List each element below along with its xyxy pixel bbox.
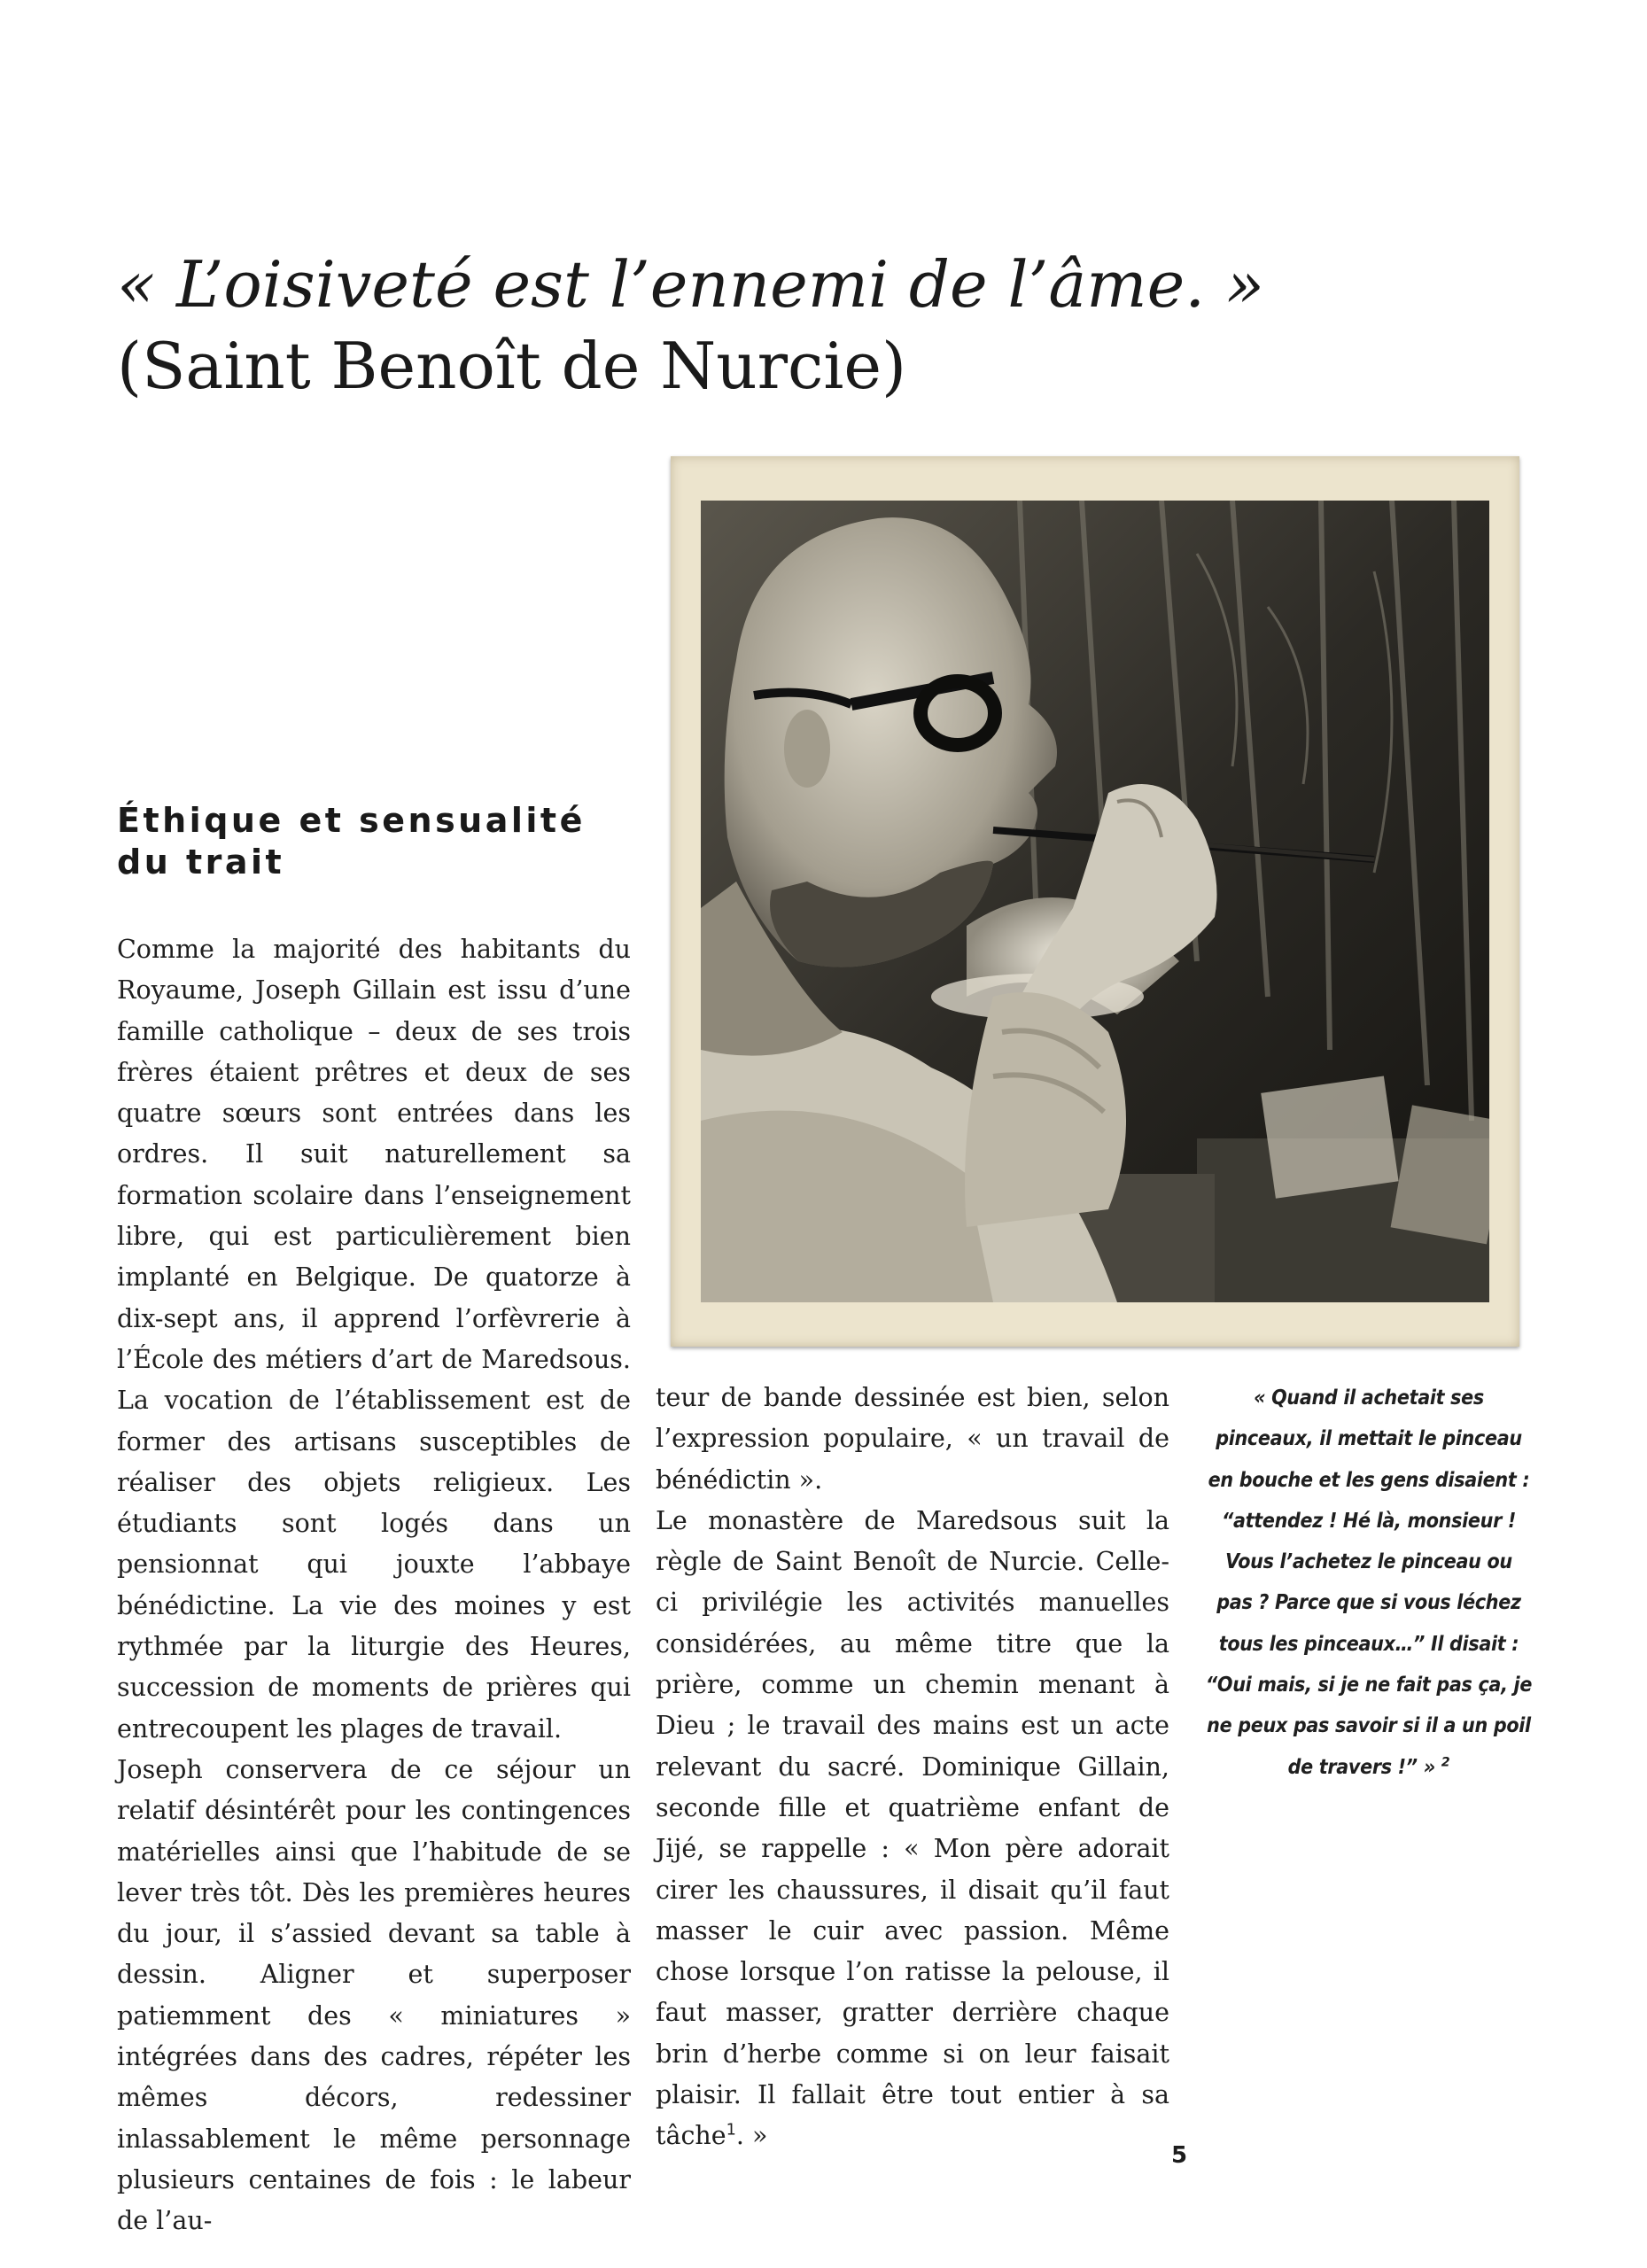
footnote-ref: 1 xyxy=(726,2121,736,2140)
text-column-1 xyxy=(117,929,631,2242)
paragraph: Comme la majorité des habitants du Royaume, Joseph Gillain est issu d’une famille catholique – deux de ses trois frères étaient prêtres et deux de ses quatre sœurs sont entrées dans les ordres. Il suit naturellement sa formation scolaire dans l’enseignement libre, qui est particulièrement bien implanté en Belgique. De quatorze à dix-sept ans, il apprend l’orfèvrerie à l’École des métiers d’art de Maredsous. La vocation de l’établissement est de former des artisans susceptibles de réaliser des objets religieux. Les étudiants sont logés dans un pensionnat qui jouxte l’abbaye bénédictine. La vie des moines y est rythmée par la liturgie des Heures, succession de moments de prières qui entrecoupent les plages de travail. xyxy=(117,935,631,1744)
page-number: 5 xyxy=(1171,2142,1188,2169)
portrait-photo xyxy=(701,501,1489,1302)
section-heading-line2: du trait xyxy=(117,843,285,882)
photo-mount xyxy=(671,456,1519,1347)
paragraph xyxy=(656,1501,1169,2157)
paragraph: Joseph conservera de ce séjour un relatif désintérêt pour les contingences matérielles ainsi que l’habitude de se lever très tôt. Dès les premières heures du jour, il s’assied devant sa table à dessin. Aligner et superposer patiemment des « miniatures » intégrées dans des cadres, répéter les mêmes décors, redessiner inlassablement le même personnage plusieurs centaines de fois : le labeur de l’au- xyxy=(117,1754,631,2236)
title-author: (Saint Benoît de Nurcie) xyxy=(117,329,907,403)
footnote-ref: 2 xyxy=(1441,1755,1450,1770)
paragraph: teur de bande dessinée est bien, selon l’expression populaire, « un travail de bénédictin ». xyxy=(656,1383,1169,1495)
paragraph-text: Le monastère de Maredsous suit la règle de Saint Benoît de Nurcie. Celle-ci privilégie les activités manuelles considérées, au même titre que la prière, comme un chemin menant à Dieu ; le travail des mains est un acte relevant du sacré. Dominique Gillain, seconde fille et quatrième enfant de Jijé, se rappelle : « Mon père adorait cirer les chaussures, il disait qu’il faut masser le cuir avec passion. Même chose lorsque l’on ratisse la pelouse, il faut masser, gratter derrière chaque brin d’herbe comme si on leur faisait plaisir. Il fallait être tout entier à sa tâche xyxy=(656,1505,1169,2151)
text-column-2 xyxy=(656,1378,1169,2157)
pull-quote-text: « Quand il achetait ses pinceaux, il mettait le pinceau en bouche et les gens disaient : “attendez ! Hé là, monsieur ! Vous l’achetez le pinceau ou pas ? Parce que si vous léchez tous les pinceaux…” Il disait : “Oui mais, si je ne fait pas ça, je ne peux pas savoir si il a un poil de travers !” » xyxy=(1205,1386,1533,1779)
paragraph-end: . » xyxy=(735,2121,768,2151)
pull-quote xyxy=(1205,1378,1533,1788)
section-heading xyxy=(117,800,613,883)
title-quote: « L’oisiveté est l’ennemi de l’âme. » xyxy=(117,247,1265,322)
section-heading-line1: Éthique et sensualité xyxy=(117,801,586,840)
page-title xyxy=(117,244,1534,407)
